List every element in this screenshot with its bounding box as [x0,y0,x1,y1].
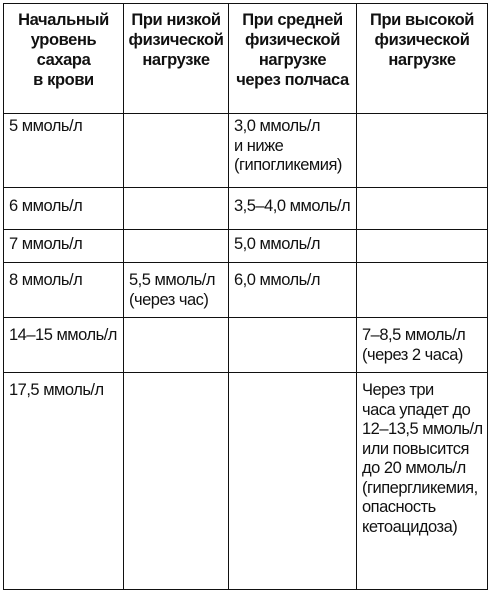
table-cell [229,263,357,318]
cell-text: 5,5 ммоль/л (через час) [129,271,215,309]
cell-text: 3,0 ммоль/л и ниже (гипогликемия) [234,117,342,174]
blood-sugar-exercise-table [3,3,488,590]
cell-text: 17,5 ммоль/л [9,381,104,399]
table-row [4,114,488,188]
cell-text: 5,0 ммоль/л [234,235,320,253]
header-label: Начальный уровень сахара в крови [18,11,109,89]
cell-text [124,114,228,117]
table-row [4,230,488,263]
cell-text [229,373,356,376]
header-high-activity [357,4,488,114]
table-cell [4,373,124,590]
cell-text: 3,5–4,0 ммоль/л [234,197,351,215]
table-row [4,263,488,318]
cell-text [124,373,228,376]
table-row [4,373,488,590]
header-label: При высокой физической нагрузке [369,11,475,69]
cell-text [357,188,487,191]
table-cell [124,230,229,263]
sugar-table-frame [3,3,487,589]
table-cell [4,318,124,373]
table-cell [4,114,124,188]
cell-text [229,318,356,321]
cell-text [124,230,228,233]
cell-text: 14–15 ммоль/л [9,326,117,344]
header-initial-sugar [4,4,124,114]
cell-text [357,230,487,233]
table-cell [357,188,488,230]
table-cell [357,230,488,263]
cell-text: 8 ммоль/л [9,271,83,289]
cell-text: 6 ммоль/л [9,197,83,215]
cell-text: Через три часа упадет до 12–13,5 ммоль/л или повысится до 20 ммоль/л (гипергликемия, опасность кетоацидоза) [362,381,483,536]
table-cell [229,114,357,188]
table-row [4,318,488,373]
cell-text [124,318,228,321]
cell-text: 7–8,5 ммоль/л (через 2 часа) [362,326,466,364]
table-cell [357,318,488,373]
header-label: При низкой физической нагрузке [128,11,224,69]
table-cell [4,230,124,263]
table-cell [229,230,357,263]
cell-text [357,263,487,266]
table-row [4,188,488,230]
cell-text: 6,0 ммоль/л [234,271,320,289]
cell-text: 7 ммоль/л [9,235,83,253]
table-cell [4,188,124,230]
table-cell [124,188,229,230]
table-cell [124,373,229,590]
table-cell [357,263,488,318]
table-cell [124,114,229,188]
cell-text [124,188,228,191]
table-cell [357,373,488,590]
table-cell [124,318,229,373]
cell-text: 5 ммоль/л [9,117,83,135]
header-label: При средней физической нагрузке через полчаса [236,11,349,89]
table-cell [124,263,229,318]
table-cell [229,373,357,590]
table-cell [229,188,357,230]
table-header-row [4,4,488,114]
header-medium-activity [229,4,357,114]
table-cell [357,114,488,188]
cell-text [357,114,487,117]
header-low-activity [124,4,229,114]
table-cell [229,318,357,373]
table-cell [4,263,124,318]
